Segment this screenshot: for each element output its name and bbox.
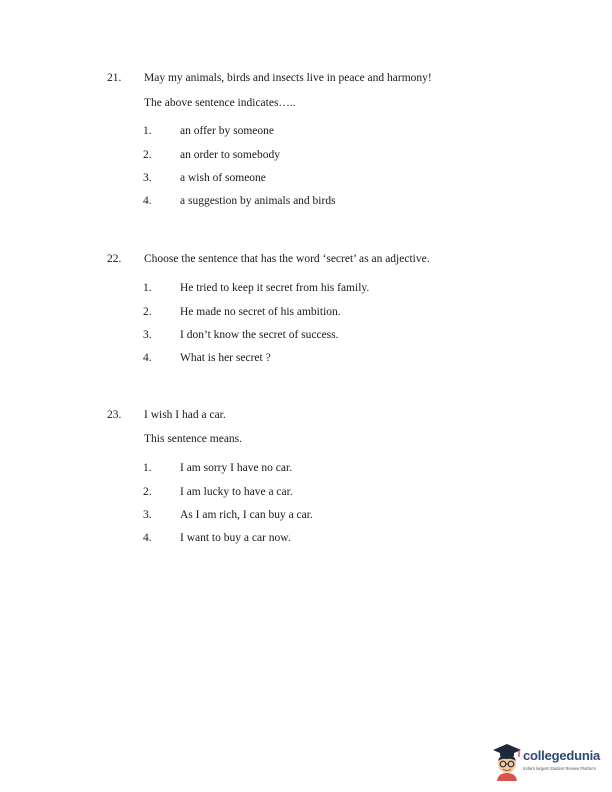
question-text: Choose the sentence that has the word ‘secret’ as an adjective.: [144, 253, 430, 265]
option-text: He made no secret of his ambition.: [180, 306, 341, 318]
option-text: He tried to keep it secret from his family.: [180, 282, 370, 294]
option-number: 4.: [143, 352, 152, 364]
option-text: a suggestion by animals and birds: [180, 195, 336, 207]
option-text: I am lucky to have a car.: [180, 486, 293, 498]
question-number: 21.: [107, 72, 122, 84]
collegedunia-logo: [490, 741, 608, 781]
option-text: an order to somebody: [180, 149, 280, 161]
option-text: I want to buy a car now.: [180, 532, 291, 544]
option-text: a wish of someone: [180, 172, 266, 184]
option-text: What is her secret ?: [180, 352, 271, 364]
option-number: 2.: [143, 149, 152, 161]
mascot-icon: [490, 741, 524, 781]
option-number: 2.: [143, 486, 152, 498]
option-number: 4.: [143, 532, 152, 544]
option-number: 1.: [143, 282, 152, 294]
option-text: As I am rich, I can buy a car.: [180, 509, 313, 521]
option-number: 4.: [143, 195, 152, 207]
question-number: 22.: [107, 253, 122, 265]
logo-wordmark: collegedunia: [523, 748, 601, 763]
option-number: 2.: [143, 306, 152, 318]
option-text: an offer by someone: [180, 125, 274, 137]
option-text: I don’t know the secret of success.: [180, 329, 339, 341]
question-text: I wish I had a car.: [144, 409, 226, 421]
question-subtext: The above sentence indicates…..: [144, 97, 296, 109]
option-number: 1.: [143, 125, 152, 137]
option-text: I am sorry I have no car.: [180, 462, 293, 474]
question-subtext: This sentence means.: [144, 433, 243, 445]
option-number: 3.: [143, 329, 152, 341]
option-number: 3.: [143, 172, 152, 184]
question-number: 23.: [107, 409, 122, 421]
option-number: 3.: [143, 509, 152, 521]
question-text: May my animals, birds and insects live in peace and harmony!: [144, 72, 432, 84]
option-number: 1.: [143, 462, 152, 474]
logo-tagline: India's largest Student Review Platform: [523, 766, 596, 771]
